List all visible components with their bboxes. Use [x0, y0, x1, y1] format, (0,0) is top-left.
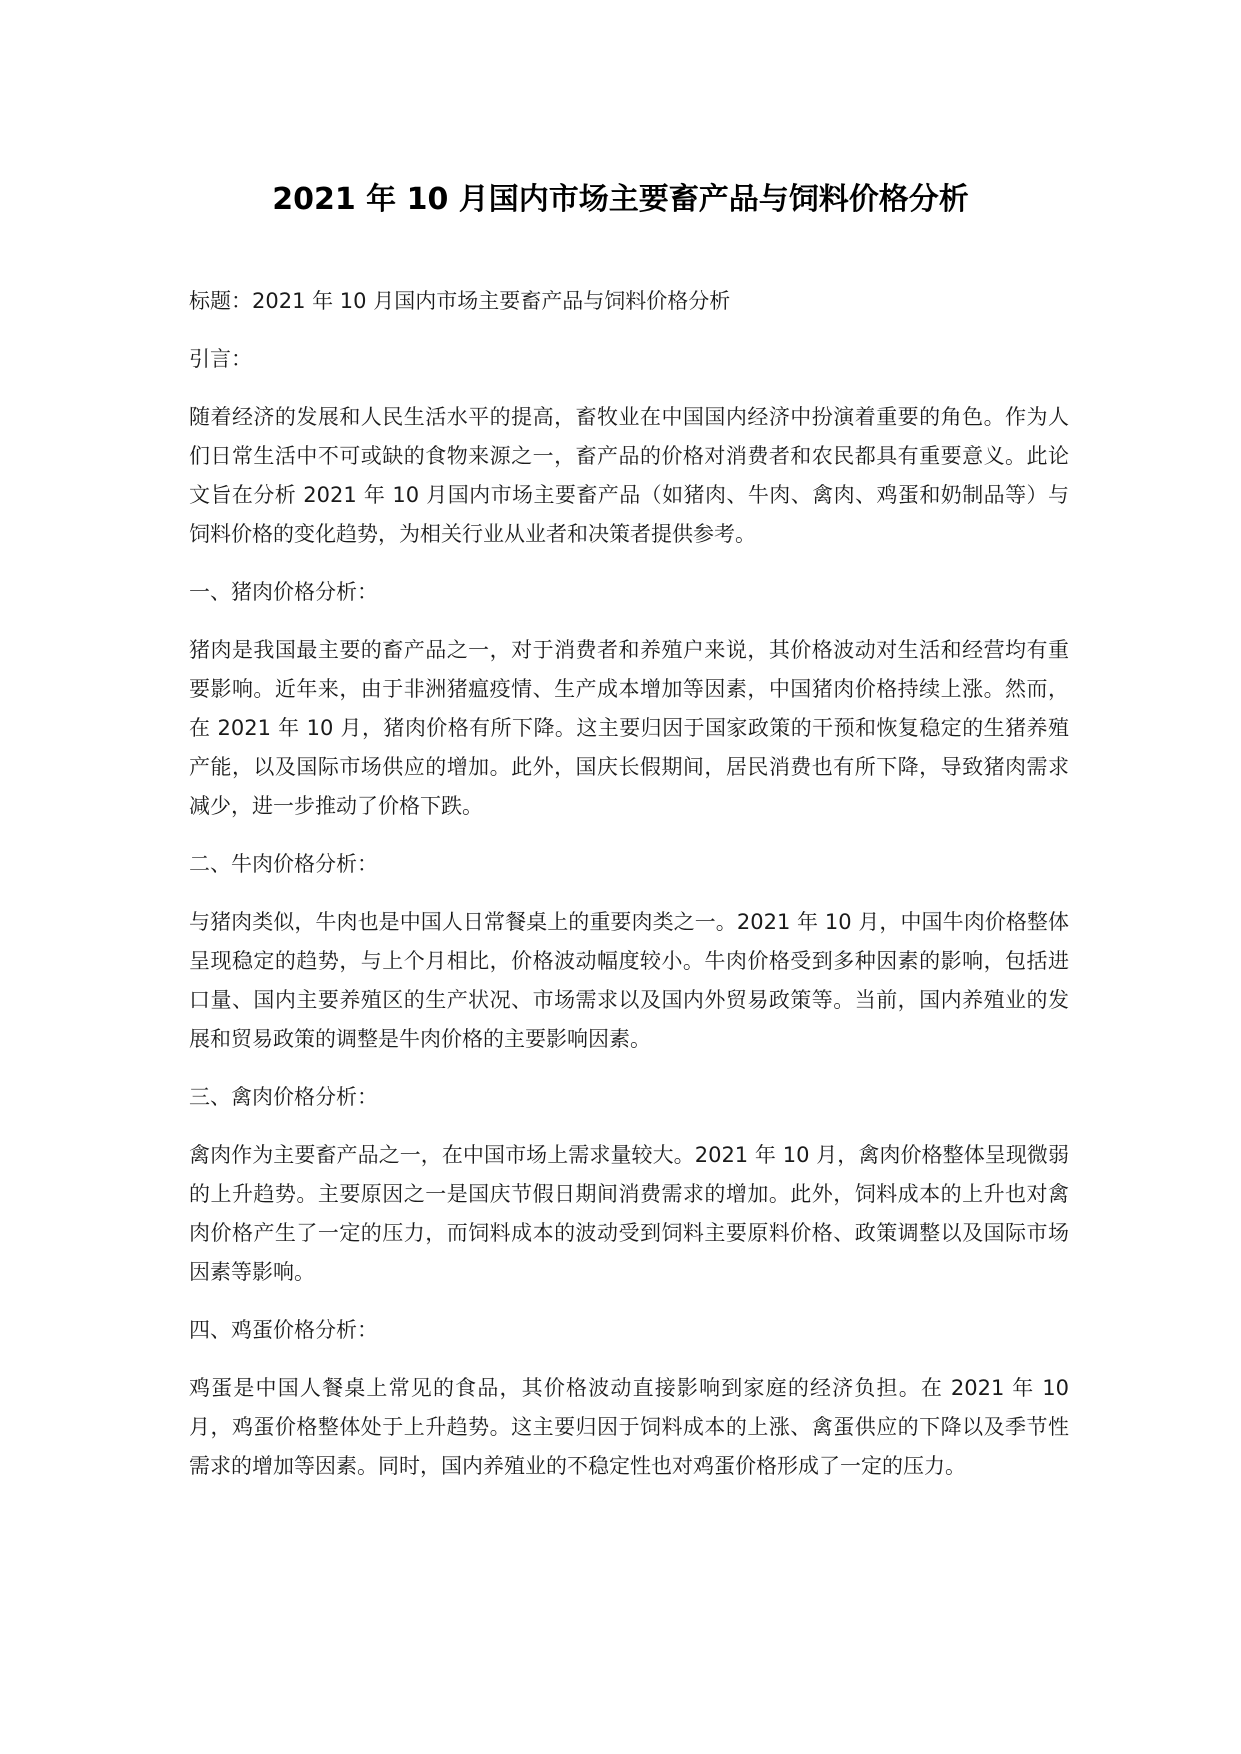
section-heading-beef: 二、牛肉价格分析： [189, 852, 378, 876]
section-heading-pork: 一、猪肉价格分析： [189, 580, 378, 604]
section-paragraph-pork: 猪肉是我国最主要的畜产品之一，对于消费者和养殖户来说，其价格波动对生活和经营均有重要影响。近年来，由于非洲猪瘟疫情、生产成本增加等因素，中国猪肉价格持续上涨。然而，在 2021 年 10 月，猪肉价格有所下降。这主要归因于国家政策的干预和恢复稳定的生猪养殖产能，以及国际市场供应的增加。此外，国庆长假期间，居民消费也有所下降，导致猪肉需求减少，进一步推动了价格下跌。 [189, 638, 1069, 818]
section-paragraph-beef: 与猪肉类似，牛肉也是中国人日常餐桌上的重要肉类之一。2021 年 10 月，中国牛肉价格整体呈现稳定的趋势，与上个月相比，价格波动幅度较小。牛肉价格受到多种因素的影响，包括进口量、国内主要养殖区的生产状况、市场需求以及国内外贸易政策等。当前，国内养殖业的发展和贸易政策的调整是牛肉价格的主要影响因素。 [189, 910, 1069, 1051]
section-heading-poultry: 三、禽肉价格分析： [189, 1085, 378, 1109]
document-title: 2021 年 10 月国内市场主要畜产品与饲料价格分析 [272, 182, 969, 217]
document-body [189, 282, 1069, 1505]
section-heading-eggs: 四、鸡蛋价格分析： [189, 1318, 378, 1342]
intro-paragraph: 随着经济的发展和人民生活水平的提高，畜牧业在中国国内经济中扮演着重要的角色。作为人们日常生活中不可或缺的食物来源之一，畜产品的价格对消费者和农民都具有重要意义。此论文旨在分析 2021 年 10 月国内市场主要畜产品（如猪肉、牛肉、禽肉、鸡蛋和奶制品等）与饲料价格的变化趋势，为相关行业从业者和决策者提供参考。 [189, 405, 1069, 546]
section-paragraph-eggs: 鸡蛋是中国人餐桌上常见的食品，其价格波动直接影响到家庭的经济负担。在 2021 年 10 月，鸡蛋价格整体处于上升趋势。这主要归因于饲料成本的上涨、禽蛋供应的下降以及季节性需求的增加等因素。同时，国内养殖业的不稳定性也对鸡蛋价格形成了一定的压力。 [189, 1376, 1069, 1478]
section-paragraph-poultry: 禽肉作为主要畜产品之一，在中国市场上需求量较大。2021 年 10 月，禽肉价格整体呈现微弱的上升趋势。主要原因之一是国庆节假日期间消费需求的增加。此外，饲料成本的上升也对禽肉价格产生了一定的压力，而饲料成本的波动受到饲料主要原料价格、政策调整以及国际市场因素等影响。 [189, 1143, 1070, 1284]
title-label-line: 标题：2021 年 10 月国内市场主要畜产品与饲料价格分析 [189, 289, 731, 313]
intro-heading: 引言： [189, 347, 252, 371]
